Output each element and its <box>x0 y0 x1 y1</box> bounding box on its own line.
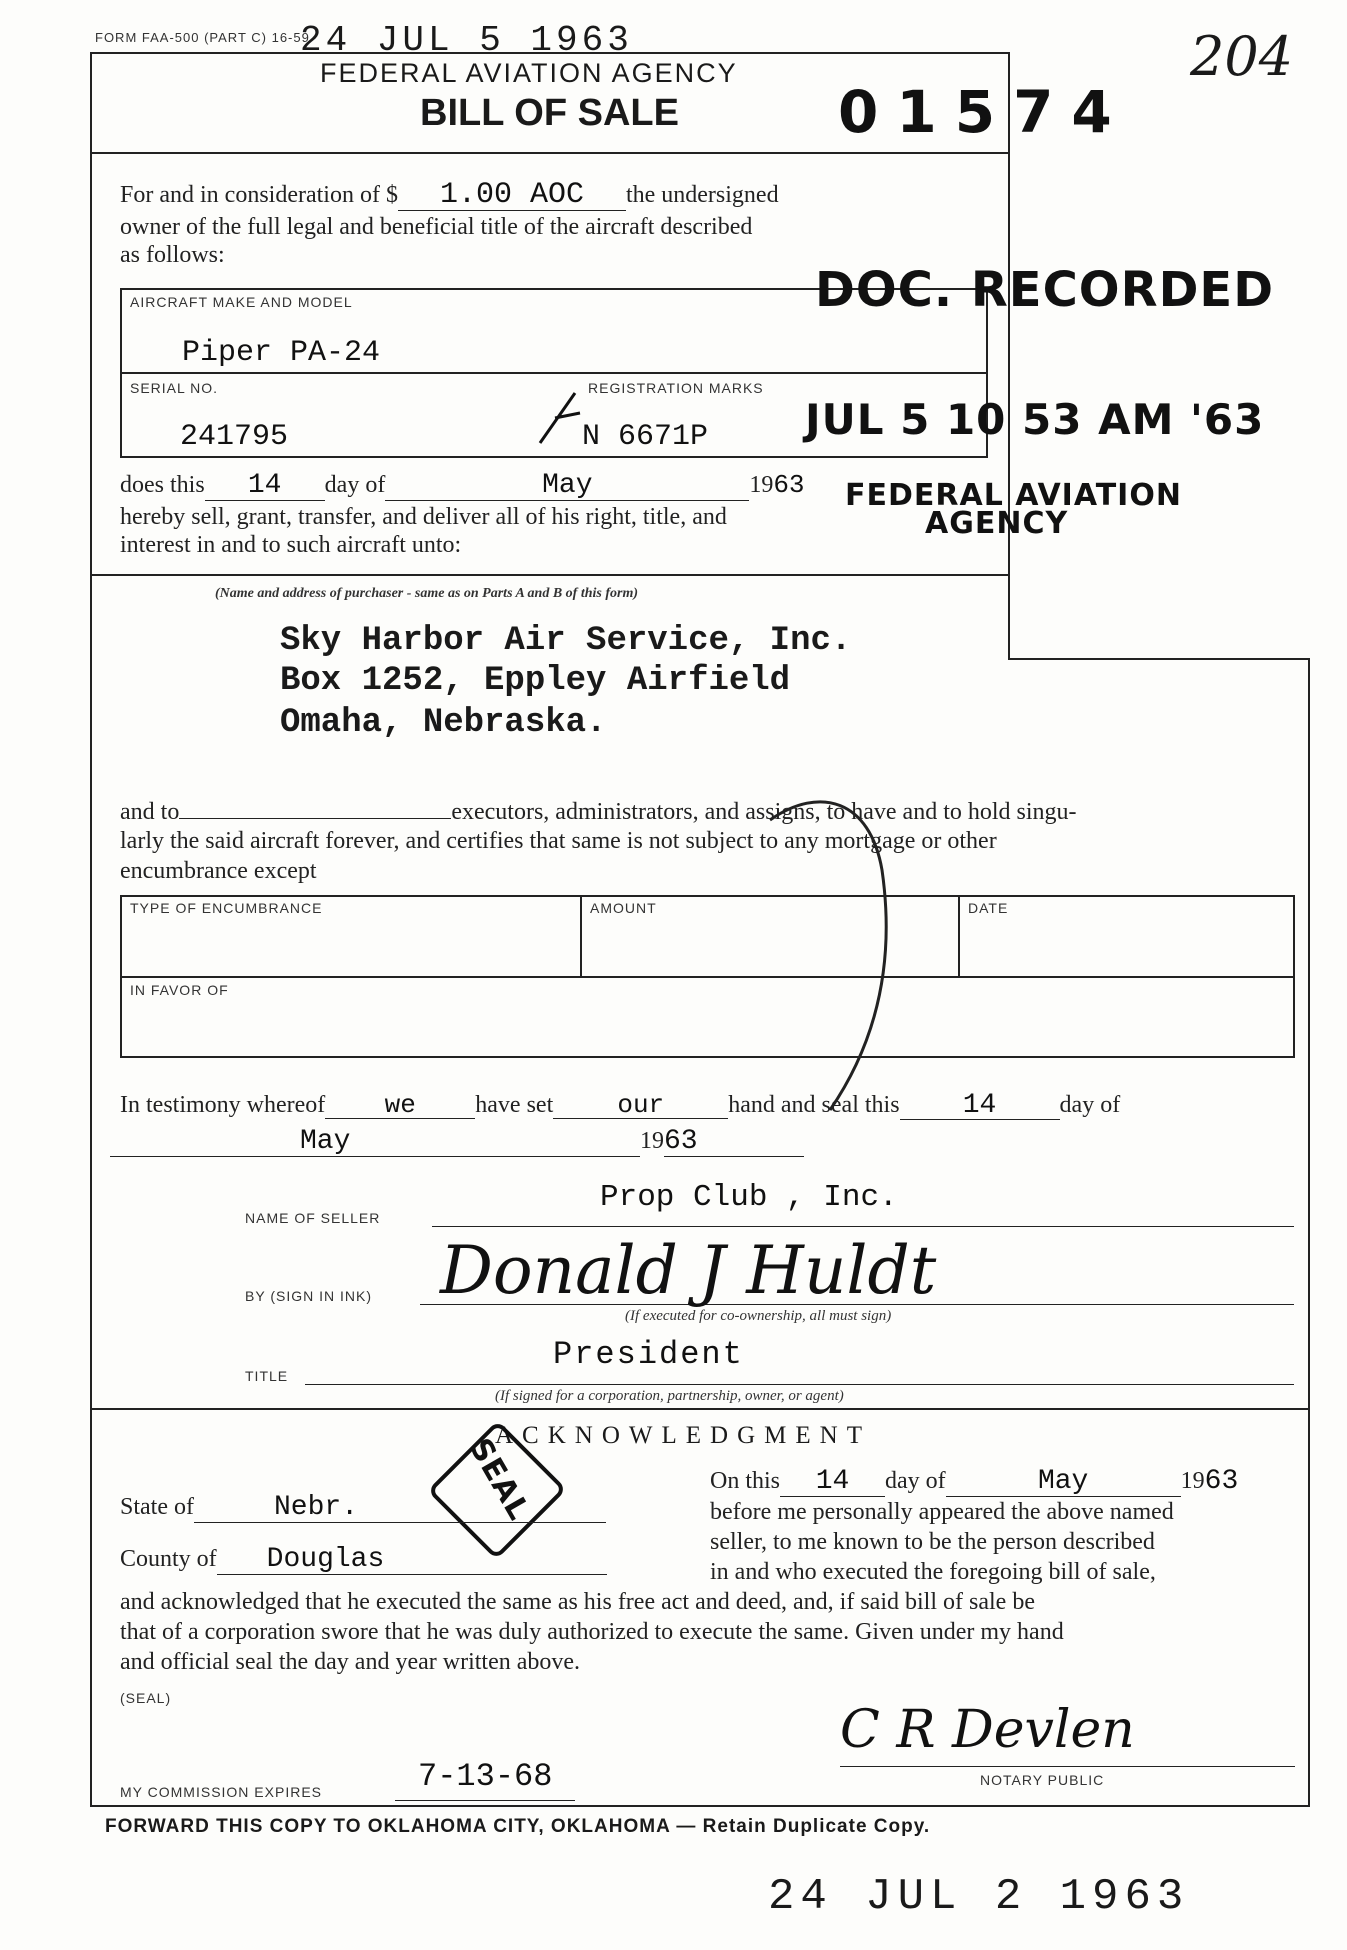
ack-right-line3: seller, to me known to be the person described <box>710 1529 1155 1555</box>
title-caption: (If signed for a corporation, partnership, owner, or agent) <box>495 1388 844 1404</box>
ack-right-line4: in and who executed the foregoing bill of sale, <box>710 1559 1156 1585</box>
testimony-year: 63 <box>664 1128 804 1157</box>
terms-line3: encumbrance except <box>120 858 317 884</box>
terms-line1: and to executors, administrators, and assigns, to have and to hold singu- <box>120 796 1077 827</box>
sale-year: 63 <box>773 470 805 500</box>
seller-title: President <box>553 1336 744 1373</box>
county-value: Douglas <box>217 1546 607 1575</box>
sale-line3: interest in and to such aircraft unto: <box>120 532 462 558</box>
sign-caption: (If executed for co-ownership, all must sign) <box>625 1308 892 1324</box>
ack-day: 14 <box>780 1468 885 1497</box>
purchaser-address-1: Box 1252, Eppley Airfield <box>280 662 791 700</box>
agency-name: FEDERAL AVIATION AGENCY <box>320 58 738 88</box>
testimony-month: May <box>110 1128 640 1157</box>
pen-stroke-mark <box>760 790 900 1120</box>
ack-month: May <box>946 1468 1181 1497</box>
forward-instructions: FORWARD THIS COPY TO OKLAHOMA CITY, OKLAHOMA — Retain Duplicate Copy. <box>105 1816 931 1837</box>
consideration-amount: 1.00 AOC <box>398 180 626 211</box>
consideration-line3: as follows: <box>120 242 225 268</box>
amount-label: AMOUNT <box>590 900 657 916</box>
page-title: BILL OF SALE <box>420 92 679 134</box>
purchaser-address-2: Omaha, Nebraska. <box>280 704 607 742</box>
seller-signature: Donald J Huldt <box>440 1232 937 1309</box>
testimony-line1: In testimony whereof we have set our hand and seal this 14 day of <box>120 1090 1121 1121</box>
serial-label: SERIAL NO. <box>130 380 219 396</box>
testimony-day: 14 <box>900 1093 1060 1120</box>
commission-label: MY COMMISSION EXPIRES <box>120 1784 322 1800</box>
doc-recorded-stamp: DOC. RECORDED <box>815 262 1275 318</box>
type-of-encumbrance-label: TYPE OF ENCUMBRANCE <box>130 900 323 916</box>
seal-text: SEAL <box>461 1432 537 1527</box>
date-label: DATE <box>968 900 1009 916</box>
commission-date: 7-13-68 <box>418 1758 553 1795</box>
county-line: County of Douglas <box>120 1544 607 1575</box>
ack-right-line2: before me personally appeared the above named <box>710 1499 1174 1525</box>
recorded-date-stamp: JUL 5 10 53 AM '63 <box>805 395 1265 444</box>
acknowledgment-heading: ACKNOWLEDGMENT <box>495 1422 871 1449</box>
state-value: Nebr. <box>194 1494 606 1523</box>
purchaser-name: Sky Harbor Air Service, Inc. <box>280 622 852 660</box>
testimony-who: we <box>325 1092 475 1119</box>
consideration-text: For and in consideration of $ 1.00 AOC the undersigned <box>120 178 779 212</box>
recorded-agency-stamp-2: AGENCY <box>925 506 1069 541</box>
consideration-line2: owner of the full legal and beneficial title of the aircraft described <box>120 214 753 240</box>
ack-date-line: On this 14 day of May 1963 <box>710 1466 1239 1497</box>
top-date-stamp: 24 JUL 5 1963 <box>300 20 633 61</box>
seller-name: Prop Club , Inc. <box>600 1180 898 1215</box>
ack-full-line3: and official seal the day and year written above. <box>120 1649 581 1675</box>
testimony-whose: our <box>553 1092 728 1119</box>
corner-number: 204 <box>1190 25 1294 88</box>
state-line: State of Nebr. <box>120 1492 606 1523</box>
ack-full-line1: and acknowledged that he executed the same as his free act and deed, and, if said bill of sale be <box>120 1589 1035 1615</box>
title-label: TITLE <box>245 1368 289 1384</box>
seal-label: (SEAL) <box>120 1690 172 1706</box>
make-model-label: AIRCRAFT MAKE AND MODEL <box>130 294 353 310</box>
sale-month: May <box>385 472 749 501</box>
seller-name-label: NAME OF SELLER <box>245 1210 381 1226</box>
sale-line2: hereby sell, grant, transfer, and deliver all of his right, title, and <box>120 504 727 530</box>
sale-line1: does this 14 day of May 1963 <box>120 470 805 501</box>
sale-day: 14 <box>205 472 325 501</box>
testimony-line2: May 1963 <box>110 1126 804 1157</box>
notary-signature: C R Devlen <box>840 1700 1135 1760</box>
in-favor-of-label: IN FAVOR OF <box>130 982 229 998</box>
registration-label: REGISTRATION MARKS <box>588 380 764 396</box>
form-number: FORM FAA-500 (PART C) 16-59 <box>95 30 310 45</box>
doc-number-stamp: 01574 <box>838 78 1130 146</box>
purchaser-caption: (Name and address of purchaser - same as on Parts A and B of this form) <box>215 586 639 601</box>
make-model-value: Piper PA-24 <box>182 336 381 370</box>
ack-full-line2: that of a corporation swore that he was duly authorized to execute the same. Given under my hand <box>120 1619 1064 1645</box>
notary-public-label: NOTARY PUBLIC <box>980 1772 1105 1788</box>
recorded-agency-stamp: FEDERAL AVIATION <box>845 478 1182 513</box>
ack-year: 63 <box>1204 1466 1239 1497</box>
serial-value: 241795 <box>180 420 289 454</box>
terms-line2: larly the said aircraft forever, and certifies that same is not subject to any mortgage or other <box>120 828 997 854</box>
sign-label: BY (SIGN IN INK) <box>245 1288 372 1304</box>
registration-value: N 6671P <box>582 420 709 454</box>
bottom-date-stamp: 24 JUL 2 1963 <box>768 1872 1190 1922</box>
check-mark-icon <box>535 388 585 448</box>
